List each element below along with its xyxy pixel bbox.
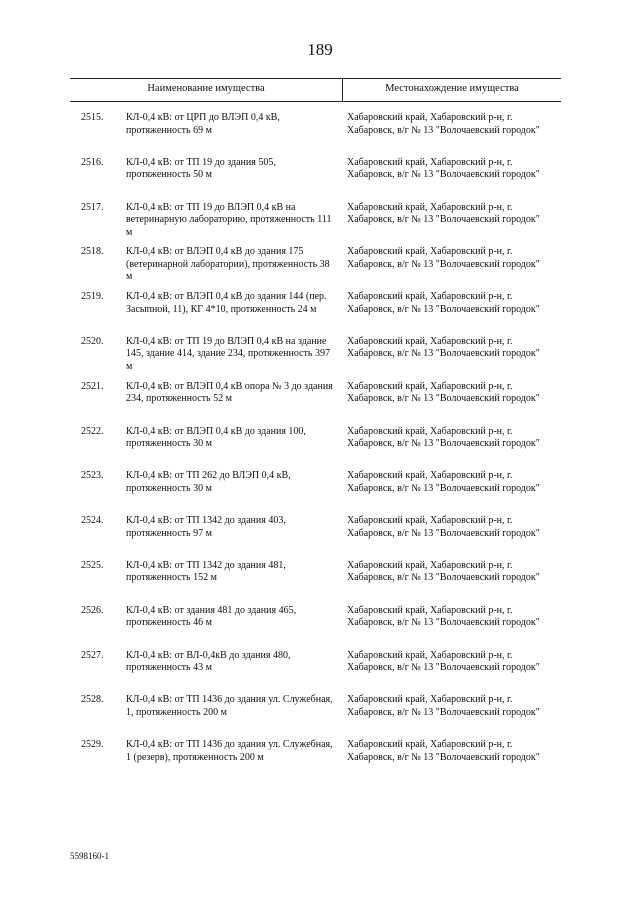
- table-row: [70, 560, 561, 605]
- table-body: [70, 112, 561, 784]
- header-name-column: Наименование имущества: [147, 83, 265, 94]
- row-location: Хабаровский край, Хабаровский р-н, г. Хабаровск, в/г № 13 "Волочаевский городок": [347, 291, 540, 315]
- table-row: [70, 650, 561, 695]
- row-location: Хабаровский край, Хабаровский р-н, г. Хабаровск, в/г № 13 "Волочаевский городок": [347, 739, 540, 763]
- row-location: Хабаровский край, Хабаровский р-н, г. Хабаровск, в/г № 13 "Волочаевский городок": [347, 649, 540, 674]
- row-name: КЛ-0,4 кВ: от ВЛЭП 0,4 кВ опора № 3 до здания 234, протяженность 52 м: [126, 380, 333, 405]
- row-location: Хабаровский край, Хабаровский р-н, г. Хабаровск, в/г № 13 "Волочаевский городок": [347, 559, 540, 584]
- row-number: 2529.: [81, 739, 104, 751]
- row-name: КЛ-0,4 кВ: от ТП 19 до ВЛЭП 0,4 кВ на ветеринарную лабораторию, протяженность 111 м: [126, 201, 332, 238]
- table-row: [70, 426, 561, 471]
- row-name: КЛ-0,4 кВ: от ТП 1342 до здания 403, протяженность 97 м: [126, 515, 286, 539]
- row-name: КЛ-0,4 кВ: от ВЛ-0,4кВ до здания 480, протяженность 43 м: [126, 649, 291, 674]
- table-row: [70, 336, 561, 381]
- row-number: 2515.: [81, 112, 104, 123]
- row-number: 2520.: [81, 335, 104, 347]
- row-location: Хабаровский край, Хабаровский р-н, г. Хабаровск, в/г № 13 "Волочаевский городок": [347, 156, 540, 181]
- page-number: 189: [307, 40, 333, 59]
- row-number: 2524.: [81, 515, 104, 527]
- table-row: [70, 291, 561, 336]
- row-name: КЛ-0,4 кВ: от ТП 1342 до здания 481, протяженность 152 м: [126, 559, 286, 584]
- table-row: [70, 694, 561, 739]
- property-table: [70, 78, 561, 784]
- row-location: Хабаровский край, Хабаровский р-н, г. Хабаровск, в/г № 13 "Волочаевский городок": [347, 694, 540, 718]
- row-location: Хабаровский край, Хабаровский р-н, г. Хабаровск, в/г № 13 "Волочаевский городок": [347, 604, 540, 629]
- row-number: 2518.: [81, 246, 104, 258]
- row-name: КЛ-0,4 кВ: от ВЛЭП 0,4 кВ до здания 100, протяженность 30 м: [126, 425, 306, 450]
- row-location: Хабаровский край, Хабаровский р-н, г. Хабаровск, в/г № 13 "Волочаевский городок": [347, 470, 540, 494]
- table-row: [70, 605, 561, 650]
- table-row: [70, 112, 561, 157]
- table-row: [70, 470, 561, 515]
- row-number: 2525.: [81, 559, 104, 571]
- row-name: КЛ-0,4 кВ: от ТП 19 до здания 505, протяженность 50 м: [126, 156, 276, 181]
- row-location: Хабаровский край, Хабаровский р-н, г. Хабаровск, в/г № 13 "Волочаевский городок": [347, 112, 540, 136]
- row-name: КЛ-0,4 кВ: от ВЛЭП 0,4 кВ до здания 175 (ветеринарной лаборатории), протяженность 38 м: [126, 246, 330, 283]
- row-number: 2522.: [81, 425, 104, 437]
- row-location: Хабаровский край, Хабаровский р-н, г. Хабаровск, в/г № 13 "Волочаевский городок": [347, 246, 540, 270]
- row-number: 2527.: [81, 649, 104, 661]
- table-header: [70, 78, 561, 102]
- row-name: КЛ-0,4 кВ: от здания 481 до здания 465, протяженность 46 м: [126, 604, 297, 629]
- row-name: КЛ-0,4 кВ: от ТП 1436 до здания ул. Служебная, 1, протяженность 200 м: [126, 694, 333, 718]
- row-name: КЛ-0,4 кВ: от ТП 1436 до здания ул. Служебная, 1 (резерв), протяженность 200 м: [126, 739, 333, 763]
- row-location: Хабаровский край, Хабаровский р-н, г. Хабаровск, в/г № 13 "Волочаевский городок": [347, 201, 540, 226]
- row-number: 2517.: [81, 201, 104, 213]
- row-name: КЛ-0,4 кВ: от ВЛЭП 0,4 кВ до здания 144 (пер. Засыпной, 11), КГ 4*10, протяженность 24 м: [126, 291, 327, 315]
- row-location: Хабаровский край, Хабаровский р-н, г. Хабаровск, в/г № 13 "Волочаевский городок": [347, 515, 540, 539]
- row-name: КЛ-0,4 кВ: от ТП 262 до ВЛЭП 0,4 кВ, протяженность 30 м: [126, 470, 291, 494]
- table-row: [70, 515, 561, 560]
- row-number: 2521.: [81, 380, 104, 392]
- header-location-column: Местонахождение имущества: [385, 83, 519, 94]
- row-name: КЛ-0,4 кВ: от ТП 19 до ВЛЭП 0,4 кВ на здание 145, здание 414, здание 234, протяженность 397 м: [126, 335, 330, 372]
- document-code: 5598160-1: [70, 851, 109, 861]
- row-number: 2516.: [81, 156, 104, 168]
- row-number: 2526.: [81, 604, 104, 616]
- table-row: [70, 381, 561, 426]
- row-number: 2523.: [81, 470, 104, 482]
- row-name: КЛ-0,4 кВ: от ЦРП до ВЛЭП 0,4 кВ, протяженность 69 м: [126, 112, 280, 136]
- table-row: [70, 202, 561, 247]
- row-location: Хабаровский край, Хабаровский р-н, г. Хабаровск, в/г № 13 "Волочаевский городок": [347, 380, 540, 405]
- table-row: [70, 739, 561, 784]
- table-row: [70, 157, 561, 202]
- row-number: 2519.: [81, 291, 104, 303]
- row-location: Хабаровский край, Хабаровский р-н, г. Хабаровск, в/г № 13 "Волочаевский городок": [347, 425, 540, 450]
- row-number: 2528.: [81, 694, 104, 706]
- table-row: [70, 246, 561, 291]
- row-location: Хабаровский край, Хабаровский р-н, г. Хабаровск, в/г № 13 "Волочаевский городок": [347, 335, 540, 360]
